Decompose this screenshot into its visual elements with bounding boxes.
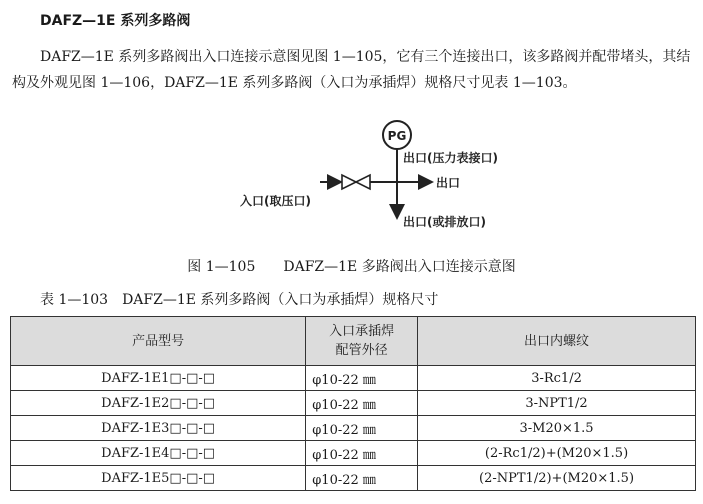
table-row xyxy=(11,441,696,466)
cell-diameter: φ10-22 ㎜ xyxy=(306,391,418,416)
cell-diameter: φ10-22 ㎜ xyxy=(306,441,418,466)
header-outlet: 出口内螺纹 xyxy=(418,317,696,366)
header-inlet-line1: 入口承插焊 xyxy=(329,324,395,339)
header-inlet xyxy=(306,317,418,366)
cell-model: DAFZ-1E3□-□-□ xyxy=(11,416,306,441)
table-header-row xyxy=(11,317,696,366)
figure-caption: 图 1—105 DAFZ—1E 多路阀出入口连接示意图 xyxy=(187,259,516,275)
spec-table xyxy=(10,316,696,491)
table-row xyxy=(11,416,696,441)
outlet-right-label: 出口 xyxy=(436,176,461,190)
header-inlet-line2: 配管外径 xyxy=(335,343,388,358)
connection-diagram xyxy=(210,110,530,240)
cell-model: DAFZ-1E4□-□-□ xyxy=(11,441,306,466)
cell-thread: 3-NPT1/2 xyxy=(418,391,696,416)
gauge-label: PG xyxy=(387,129,407,143)
table-row xyxy=(11,466,696,491)
cell-diameter: φ10-22 ㎜ xyxy=(306,366,418,391)
table-row xyxy=(11,366,696,391)
intro-paragraph: DAFZ—1E 系列多路阀出入口连接示意图见图 1—105，它有三个连接出口，该多路阀并配带堵头，其结构及外观见图 1—106，DAFZ—1E 系列多路阀（入口为承插焊）规格尺寸见表 1—103。 xyxy=(12,49,691,91)
outlet-top-label: 出口(压力表接口) xyxy=(403,151,498,165)
cell-model: DAFZ-1E2□-□-□ xyxy=(11,391,306,416)
cell-thread: 3-M20×1.5 xyxy=(418,416,696,441)
cell-diameter: φ10-22 ㎜ xyxy=(306,416,418,441)
valve-icon xyxy=(342,175,370,189)
header-model: 产品型号 xyxy=(11,317,306,366)
cell-thread: (2-Rc1/2)+(M20×1.5) xyxy=(418,441,696,466)
section-heading: DAFZ—1E 系列多路阀 xyxy=(40,13,191,29)
outlet-bottom-label: 出口(或排放口) xyxy=(403,215,486,229)
cell-model: DAFZ-1E5□-□-□ xyxy=(11,466,306,491)
table-row xyxy=(11,391,696,416)
table-title: 表 1—103 DAFZ—1E 系列多路阀（入口为承插焊）规格尺寸 xyxy=(40,292,439,308)
cell-thread: (2-NPT1/2)+(M20×1.5) xyxy=(418,466,696,491)
inlet-label: 入口(取压口) xyxy=(240,194,311,208)
cell-diameter: φ10-22 ㎜ xyxy=(306,466,418,491)
cell-model: DAFZ-1E1□-□-□ xyxy=(11,366,306,391)
cell-thread: 3-Rc1/2 xyxy=(418,366,696,391)
